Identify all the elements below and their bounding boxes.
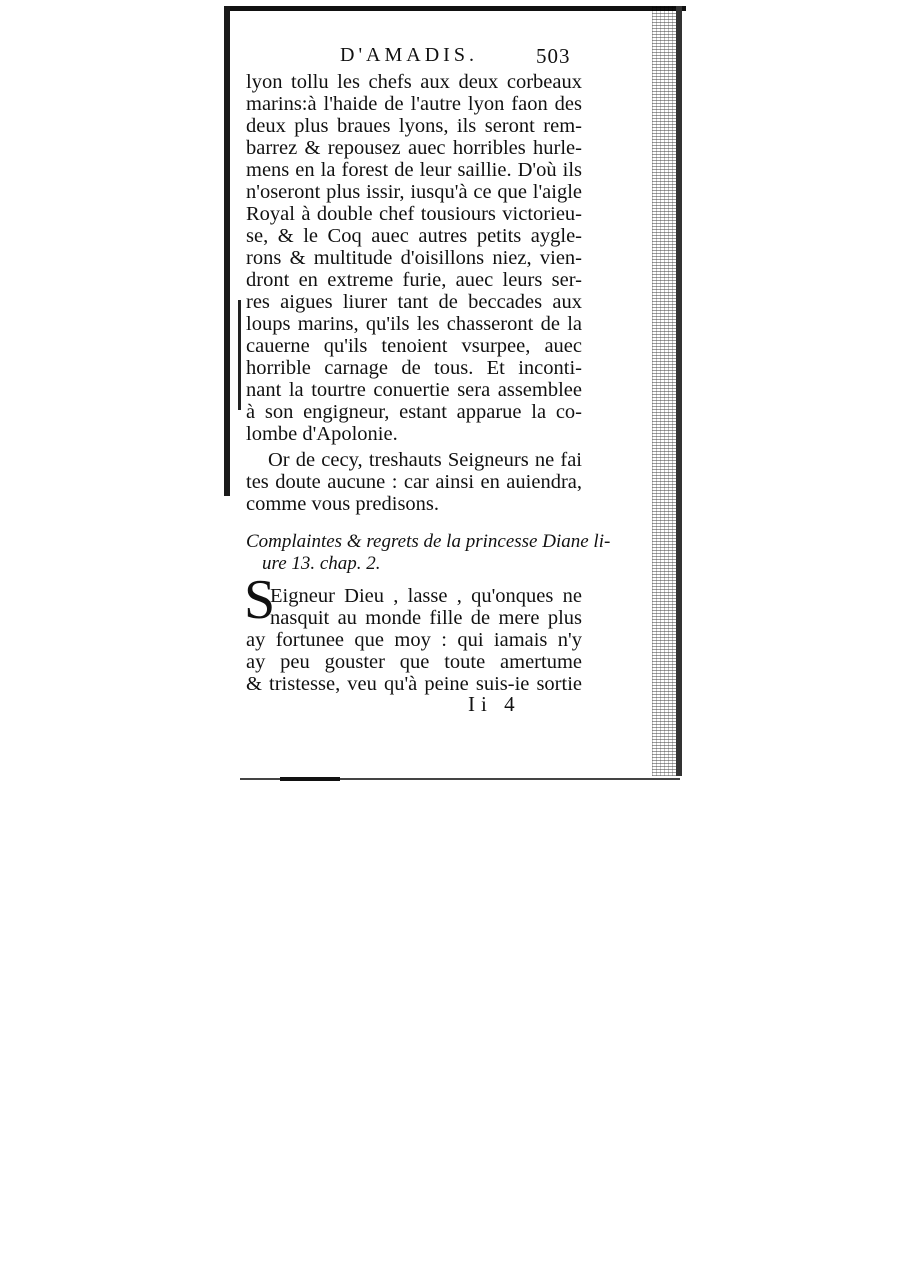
text-line: comme vous predisons.	[246, 493, 440, 515]
margin-mark	[238, 300, 241, 410]
page-edge-bottom-mark	[280, 777, 340, 781]
text-line: cauerne qu'ils tenoient vsurpee, auec	[246, 335, 582, 357]
text-line: & tristesse, veu qu'à peine suis-ie sortie	[246, 673, 582, 695]
section-heading-line: Complaintes & regrets de la princesse Diane li-	[246, 531, 611, 552]
text-line: lombe d'Apolonie.	[246, 423, 398, 445]
text-line: loups marins, qu'ils les chasseront de la	[246, 313, 582, 335]
text-line: à son engigneur, estant apparue la co-	[246, 401, 582, 423]
text-line: ay fortunee que moy : qui iamais n'y	[246, 629, 582, 651]
signature-mark: Ii 4	[468, 692, 521, 716]
text-line: res aigues liurer tant de beccades aux	[246, 291, 582, 313]
page-edge-left	[224, 6, 230, 496]
page-edge-top	[226, 6, 686, 11]
page-edge-right	[676, 6, 682, 776]
text-line: Royal à double chef tousiours victorieu-	[246, 203, 582, 225]
text-line: Or de cecy, treshauts Seigneurs ne fai	[268, 449, 582, 471]
text-line: mens en la forest de leur saillie. D'où ils	[246, 159, 582, 181]
text-line: n'oseront plus issir, iusqu'à ce que l'aigle	[246, 181, 582, 203]
text-line: nant la tourtre conuertie sera assemblee	[246, 379, 582, 401]
drop-cap: S	[244, 569, 276, 631]
text-line: deux plus braues lyons, ils seront rem-	[246, 115, 582, 137]
text-line: tes doute aucune : car ainsi en auiendra,	[246, 471, 582, 493]
text-line: nasquit au monde fille de mere plus	[270, 607, 582, 629]
text-line: ay peu gouster que toute amertume	[246, 651, 582, 673]
text-line: dront en extreme furie, auec leurs ser-	[246, 269, 582, 291]
running-head-title: D'AMADIS.	[340, 44, 478, 66]
text-line: lyon tollu les chefs aux deux corbeaux	[246, 71, 582, 93]
page-number: 503	[536, 44, 571, 68]
text-line: se, & le Coq auec autres petits aygle-	[246, 225, 582, 247]
text-line: Eigneur Dieu , lasse , qu'onques ne	[270, 585, 582, 607]
text-line: horrible carnage de tous. Et inconti-	[246, 357, 582, 379]
text-line: rons & multitude d'oisillons niez, vien-	[246, 247, 582, 269]
section-heading-line: ure 13. chap. 2.	[262, 553, 381, 574]
text-line: marins:à l'haide de l'autre lyon faon des	[246, 93, 582, 115]
running-head	[340, 44, 580, 72]
text-line: barrez & repousez auec horribles hurle-	[246, 137, 582, 159]
